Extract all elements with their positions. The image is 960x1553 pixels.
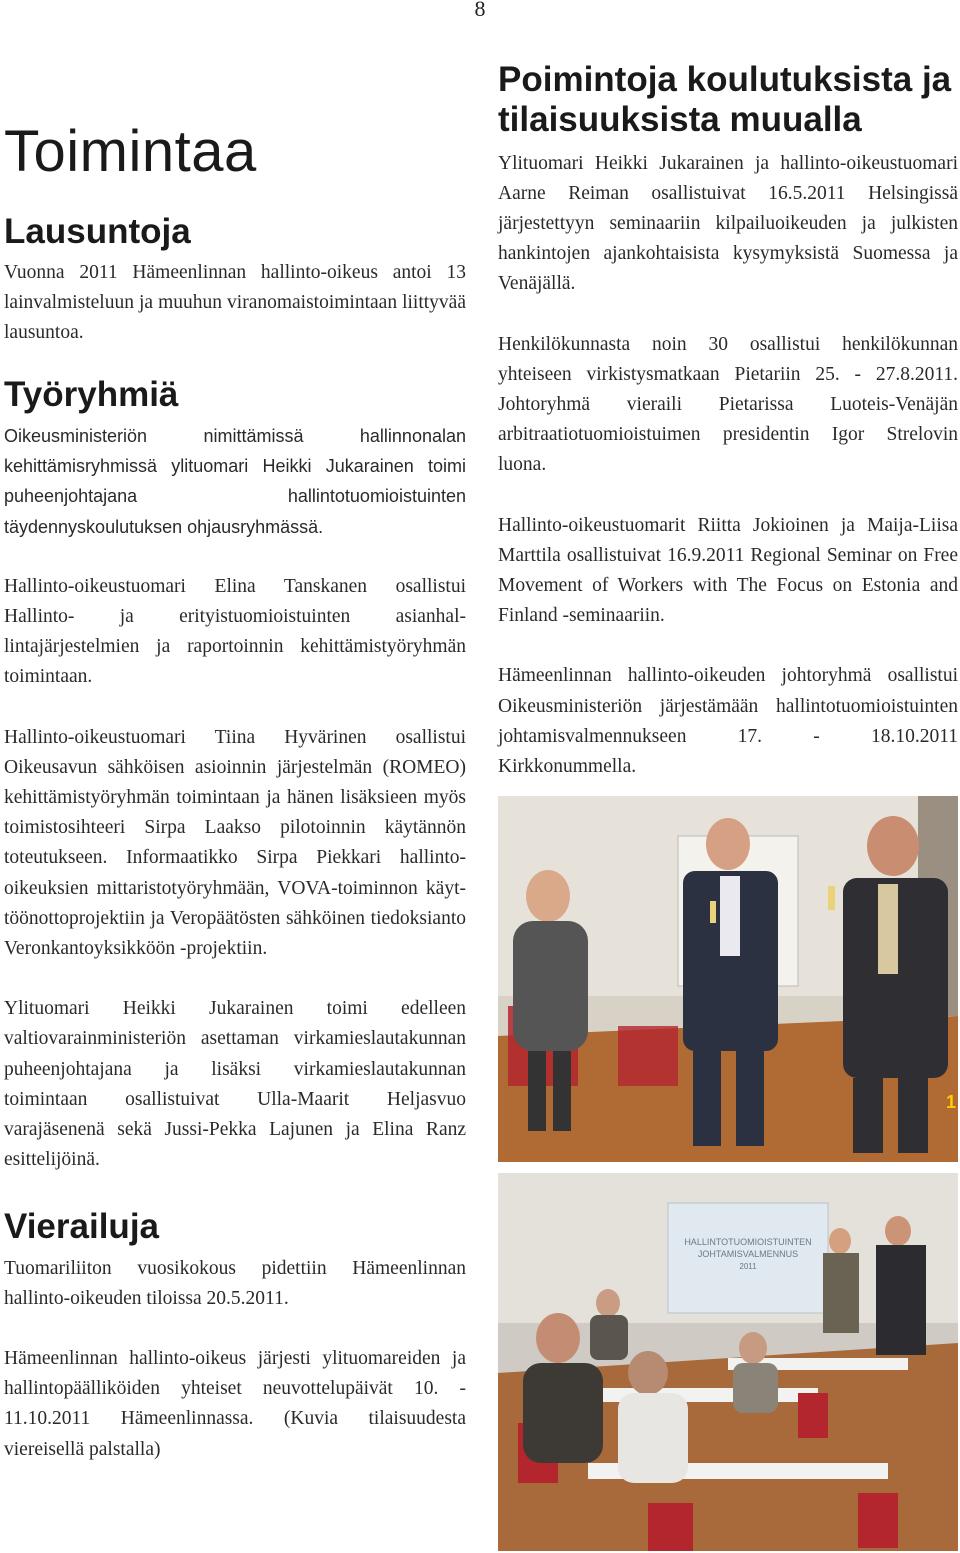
heading-lausuntoja: Lausuntoja xyxy=(4,211,191,251)
paragraph-lausuntoja: Vuonna 2011 Hämeenlinnan hallinto-oikeus antoi 13 lainvalmisteluun ja muuhun viranomaistoimintaan liittyvää lausuntoa. xyxy=(4,262,466,344)
paragraph-tyoryhmia-4: Ylituomari Heikki Jukarainen toimi edelleen valtiovarainministeriön asettaman virkamieslautakunnan puheenjohtajana ja lisäksi virkamieslautakunnan toimintaan osallistuivat Ulla-Maarit Heljasvuo varajäsenenä sekä Jussi-Pekka Lajunen ja Elina Ranz esittelijöinä. xyxy=(4,998,466,1171)
screen-text-3: 2011 xyxy=(739,1262,757,1271)
right-column xyxy=(498,60,958,782)
paragraph-tyoryhmia-2: Hallinto-oikeustuomari Elina Tanskanen osallistui Hallinto- ja erityistuomioistuinten asianhallintajärjestelmien ja raportoinnin kehittämistyöryhmän toimintaan. xyxy=(4,575,466,688)
paragraph-tyoryhmia-1: Oikeusministeriön nimittämissä hallinnonalan kehittämisryhmissä ylituomari Heikki Jukarainen toimi puheenjohtajana hallintotuomioistuinten täydennyskoulutuksen ohjausryhmässä. xyxy=(4,425,466,537)
paragraph-right-3: Hallinto-oikeustuomarit Riitta Jokioinen ja Maija-Liisa Marttila osallistuivat 16.9.2011 Regional Seminar on Free Movement of Workers with The Focus on Estonia and Finland -seminaariin. xyxy=(498,514,958,627)
paragraph-right-1: Ylituomari Heikki Jukarainen ja hallinto-oikeustuomari Aarne Reiman osallistuivat 16.5.2011 Helsingissä järjestettyyn seminaariin kilpailuoikeuden ja julkisten hankintojen ajankohtaisista kysymyksistä Suomessa ja Venäjällä. xyxy=(498,152,958,295)
paragraph-tyoryhmia-3: Hallinto-oikeustuomari Tiina Hyvärinen osallistui Oikeusavun sähköisen asioinnin järjestelmän (ROMEO) kehittämistyöryhmän toimintaan ja hänen lisäksieen myös toimistosihteeri Sirpa Laakso pilotoinnin käytännön toteutukseen. Informaatikko Sirpa Piekkari hallinto-oikeuksien mittaristotyöryhmään, VOVA-toiminnon käyttöönottoprojektiin ja Veropäätösten sähköinen tiedoksianto Veronkantoyksikköön -projektiin. xyxy=(4,726,466,959)
photo-number: 1 xyxy=(946,1092,957,1112)
photo-training xyxy=(498,1173,958,1551)
page-title: Toimintaa xyxy=(4,119,257,184)
screen-text-1: HALLINTOTUOMIOISTUINTEN xyxy=(684,1237,812,1247)
heading-vierailuja: Vierailuja xyxy=(4,1207,160,1247)
paragraph-right-4: Hämeenlinnan hallinto-oikeuden johtoryhmä osallistui Oikeusministeriön järjestämään hallintotuomioistuinten johtamisvalmennukseen 17. - 18.10.2011 Kirkkonummella. xyxy=(498,665,958,777)
photo-reception xyxy=(498,796,958,1162)
heading-tyoryhmia: Työryhmiä xyxy=(4,374,179,414)
paragraph-vierailuja-2: Hämeenlinnan hallinto-oikeus järjesti ylituomareiden ja hallintopäälliköiden yhteiset neuvottelupäivät 10. - 11.10.2011 Hämeenlinnassa. (Kuvia tilaisuudesta viereisellä palstalla) xyxy=(4,1348,466,1460)
screen-text-2: JOHTAMISVALMENNUS xyxy=(697,1249,799,1259)
paragraph-vierailuja-1: Tuomariliiton vuosikokous pidettiin Hämeenlinnan hallinto-oikeuden tiloissa 20.5.2011. xyxy=(4,1257,466,1309)
paragraph-right-2: Henkilökunnasta noin 30 osallistui henkilökunnan yhteiseen virkistysmatkaan Pietariin 25. - 27.8.2011. Johtoryhmä vieraili Pietarissa Luoteis-Venäjän arbitraatiotuomioistuimen presidentin Igor Strelovin luona. xyxy=(498,333,958,476)
left-column xyxy=(4,120,466,1465)
page-number: 8 xyxy=(474,0,486,21)
heading-poimintoja: Poimintoja koulutuksista ja tilaisuuksista muualla xyxy=(498,60,952,140)
